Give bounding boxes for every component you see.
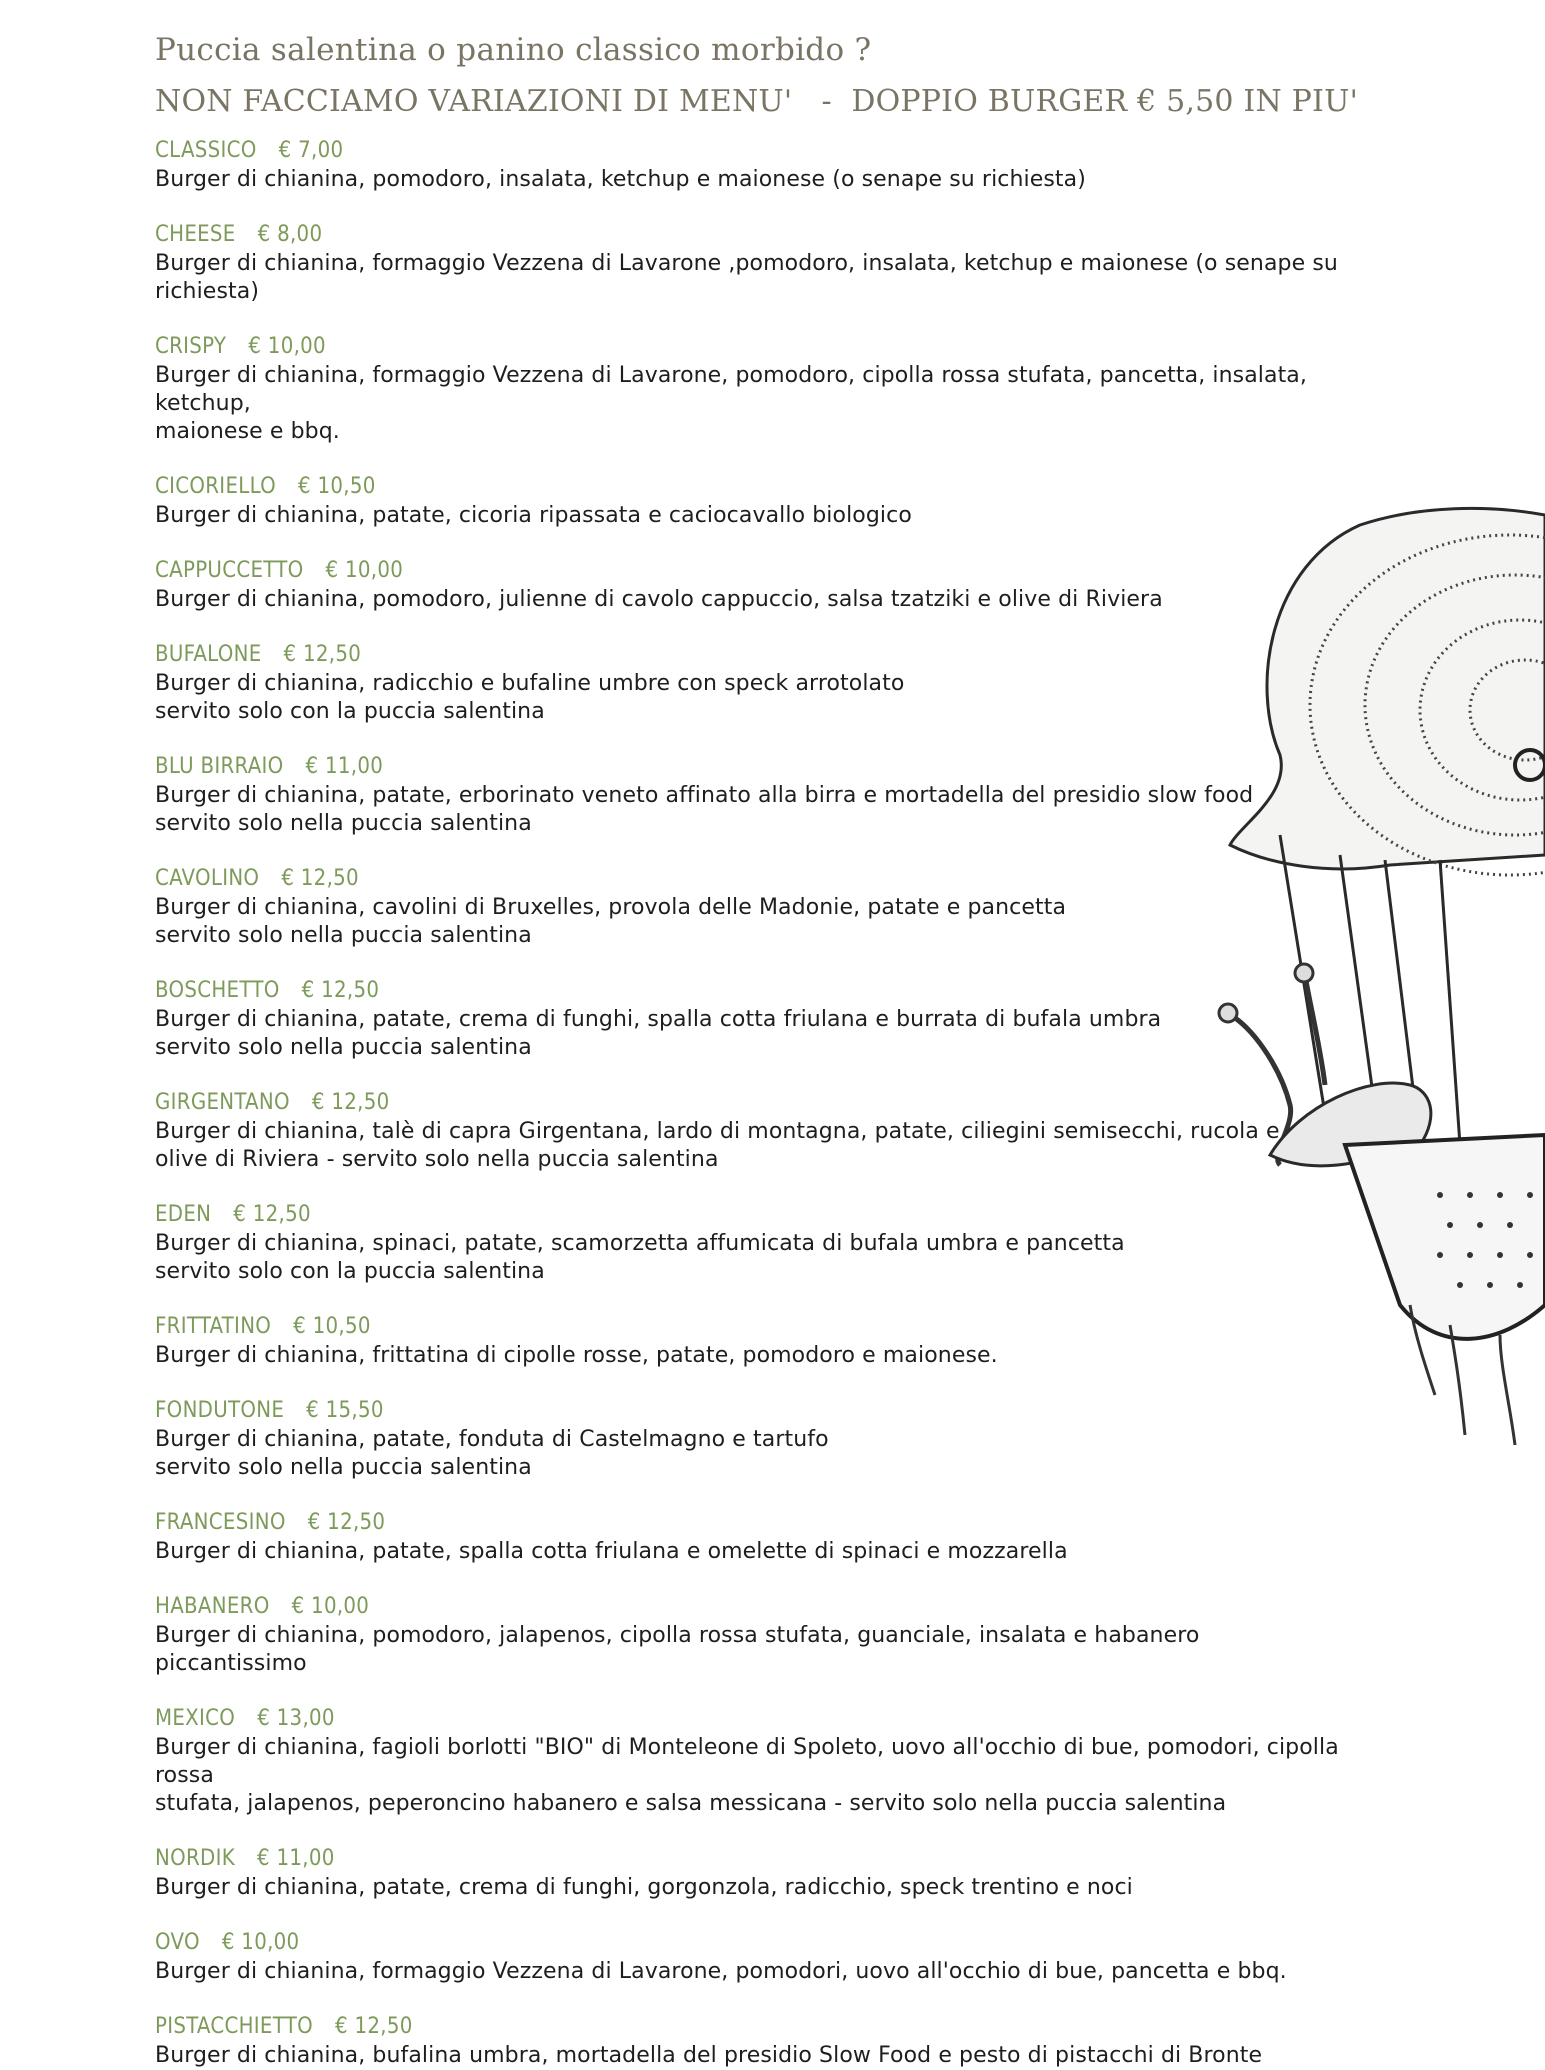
menu-item xyxy=(155,1088,1355,1174)
menu-item-price: € 10,00 xyxy=(221,1930,300,1955)
menu-item-description: Burger di chianina, pomodoro, jalapenos, cipolla rossa stufata, guanciale, insalata e habanero piccantissimo xyxy=(155,1623,1200,1676)
snail-air-balloon-icon xyxy=(1210,505,1545,1455)
menu-item-title xyxy=(155,1312,1355,1342)
header-notice: NON FACCIAMO VARIAZIONI DI MENU' - DOPPIO BURGER € 5,50 IN PIU' xyxy=(155,84,1359,119)
menu-item-name: CLASSICO xyxy=(155,138,257,163)
menu-item xyxy=(155,1592,1355,1678)
menu-item-price: € 12,50 xyxy=(307,1510,386,1535)
menu-item-name: CAPPUCCETTO xyxy=(155,558,304,583)
menu-item-description: Burger di chianina, patate, cicoria ripassata e caciocavallo biologico xyxy=(155,503,912,528)
menu-item-description: Burger di chianina, cavolini di Bruxelles, provola delle Madonie, patate e pancetta xyxy=(155,895,1067,920)
menu-item-description: Burger di chianina, formaggio Vezzena di Lavarone ,pomodoro, insalata, ketchup e maionese (o senape su richiesta) xyxy=(155,251,1338,304)
menu-item-description: Burger di chianina, patate, erborinato veneto affinato alla birra e mortadella del presidio slow food xyxy=(155,783,1254,808)
menu-item-title xyxy=(155,1200,1355,1230)
menu-item xyxy=(155,976,1355,1062)
menu-item-description: Burger di chianina, patate, spalla cotta friulana e omelette di spinaci e mozzarella xyxy=(155,1539,1068,1564)
menu-item-price: € 10,00 xyxy=(248,334,326,359)
menu-item-price: € 12,50 xyxy=(335,2014,413,2039)
menu-item-description: servito solo nella puccia salentina xyxy=(155,923,532,948)
menu-item xyxy=(155,2012,1355,2070)
menu-item-name: MEXICO xyxy=(155,1706,236,1731)
burger-menu-list xyxy=(155,136,1355,2070)
menu-item-description: Burger di chianina, talè di capra Girgentana, lardo di montagna, patate, ciliegini semisecchi, rucola e xyxy=(155,1119,1280,1144)
menu-item-description: servito solo nella puccia salentina xyxy=(155,811,532,836)
menu-item xyxy=(155,136,1355,194)
menu-item-title xyxy=(155,332,1355,362)
menu-item-description: Burger di chianina, formaggio Vezzena di Lavarone, pomodori, uovo all'occhio di bue, pancetta e bbq. xyxy=(155,1959,1287,1984)
menu-item-title xyxy=(155,556,1355,586)
menu-item-name: FRANCESINO xyxy=(155,1510,286,1535)
menu-item xyxy=(155,1844,1355,1902)
menu-item-name: CHEESE xyxy=(155,222,236,247)
menu-item-price: € 8,00 xyxy=(257,222,323,247)
menu-item-description: Burger di chianina, patate, fonduta di Castelmagno e tartufo xyxy=(155,1427,829,1452)
menu-item-price: € 12,50 xyxy=(283,642,362,667)
menu-item-name: GIRGENTANO xyxy=(155,1090,290,1115)
menu-item-price: € 12,50 xyxy=(301,978,380,1003)
menu-item-name: CRISPY xyxy=(155,334,227,359)
menu-item-description: servito solo con la puccia salentina xyxy=(155,699,545,724)
menu-item xyxy=(155,332,1355,446)
menu-item-name: BLU BIRRAIO xyxy=(155,754,284,779)
menu-item-description: Burger di chianina, formaggio Vezzena di Lavarone, pomodoro, cipolla rossa stufata, pancetta, insalata, ketchup, xyxy=(155,363,1307,416)
menu-item xyxy=(155,752,1355,838)
header-question: Puccia salentina o panino classico morbido ? xyxy=(155,32,872,68)
menu-item-title xyxy=(155,472,1355,502)
menu-item xyxy=(155,1508,1355,1566)
menu-item-name: EDEN xyxy=(155,1202,212,1227)
menu-item-name: NORDIK xyxy=(155,1846,235,1871)
menu-item xyxy=(155,1928,1355,1986)
menu-item-name: PISTACCHIETTO xyxy=(155,2014,313,2039)
menu-item-description: Burger di chianina, pomodoro, julienne di cavolo cappuccio, salsa tzatziki e olive di Riviera xyxy=(155,587,1163,612)
menu-item-title xyxy=(155,1928,1355,1958)
menu-item-description: Burger di chianina, fagioli borlotti "BIO" di Monteleone di Spoleto, uovo all'occhio di bue, pomodori, cipolla rossa xyxy=(155,1735,1339,1788)
menu-item-price: € 11,00 xyxy=(256,1846,335,1871)
menu-item-name: BOSCHETTO xyxy=(155,978,280,1003)
menu-item xyxy=(155,556,1355,614)
menu-item-description: maionese e bbq. xyxy=(155,419,340,444)
menu-item-title xyxy=(155,2012,1355,2042)
menu-item xyxy=(155,1396,1355,1482)
menu-item-name: FRITTATINO xyxy=(155,1314,272,1339)
menu-header xyxy=(155,28,1359,126)
menu-item xyxy=(155,1200,1355,1286)
menu-item-description: stufata, jalapenos, peperoncino habanero e salsa messicana - servito solo nella puccia salentina xyxy=(155,1791,1227,1816)
menu-item-title xyxy=(155,220,1355,250)
menu-item-title xyxy=(155,1396,1355,1426)
menu-item-title xyxy=(155,1508,1355,1538)
menu-item xyxy=(155,472,1355,530)
menu-item-description: Burger di chianina, radicchio e bufaline umbre con speck arrotolato xyxy=(155,671,905,696)
menu-item-name: CAVOLINO xyxy=(155,866,260,891)
menu-item-price: € 13,00 xyxy=(257,1706,335,1731)
menu-item-title xyxy=(155,1844,1355,1874)
menu-item xyxy=(155,640,1355,726)
menu-item-title xyxy=(155,136,1355,166)
menu-item-description: Burger di chianina, bufalina umbra, mortadella del presidio Slow Food e pesto di pistacchi di Bronte xyxy=(155,2043,1263,2068)
menu-item xyxy=(155,1704,1355,1818)
menu-item xyxy=(155,1312,1355,1370)
menu-item xyxy=(155,864,1355,950)
menu-item-description: Burger di chianina, spinaci, patate, scamorzetta affumicata di bufala umbra e pancetta xyxy=(155,1231,1125,1256)
menu-item-name: BUFALONE xyxy=(155,642,262,667)
menu-item-name: FONDUTONE xyxy=(155,1398,285,1423)
menu-item-description: Burger di chianina, frittatina di cipolle rosse, patate, pomodoro e maionese. xyxy=(155,1343,998,1368)
menu-item-title xyxy=(155,864,1355,894)
menu-item-price: € 10,00 xyxy=(291,1594,370,1619)
menu-item-description: Burger di chianina, pomodoro, insalata, ketchup e maionese (o senape su richiesta) xyxy=(155,167,1086,192)
menu-item-description: Burger di chianina, patate, crema di funghi, gorgonzola, radicchio, speck trentino e noci xyxy=(155,1875,1133,1900)
menu-item-name: HABANERO xyxy=(155,1594,270,1619)
menu-item-name: CICORIELLO xyxy=(155,474,276,499)
menu-item-description: servito solo con la puccia salentina xyxy=(155,1259,545,1284)
menu-item-price: € 12,50 xyxy=(311,1090,390,1115)
menu-item-title xyxy=(155,976,1355,1006)
menu-item-title xyxy=(155,1088,1355,1118)
menu-item-description: servito solo nella puccia salentina xyxy=(155,1455,532,1480)
menu-item xyxy=(155,220,1355,306)
menu-item-name: OVO xyxy=(155,1930,200,1955)
menu-item-description: servito solo nella puccia salentina xyxy=(155,1035,532,1060)
menu-item-description: olive di Riviera - servito solo nella puccia salentina xyxy=(155,1147,719,1172)
menu-item-title xyxy=(155,1592,1355,1622)
menu-item-price: € 15,50 xyxy=(306,1398,384,1423)
menu-item-price: € 10,50 xyxy=(297,474,376,499)
menu-item-title xyxy=(155,640,1355,670)
menu-item-price: € 7,00 xyxy=(278,138,344,163)
menu-item-price: € 12,50 xyxy=(233,1202,311,1227)
menu-item-title xyxy=(155,1704,1355,1734)
menu-item-price: € 11,00 xyxy=(305,754,384,779)
menu-item-title xyxy=(155,752,1355,782)
menu-item-price: € 12,50 xyxy=(281,866,359,891)
menu-item-price: € 10,50 xyxy=(293,1314,371,1339)
menu-item-description: Burger di chianina, patate, crema di funghi, spalla cotta friulana e burrata di bufala umbra xyxy=(155,1007,1162,1032)
menu-item-price: € 10,00 xyxy=(325,558,404,583)
